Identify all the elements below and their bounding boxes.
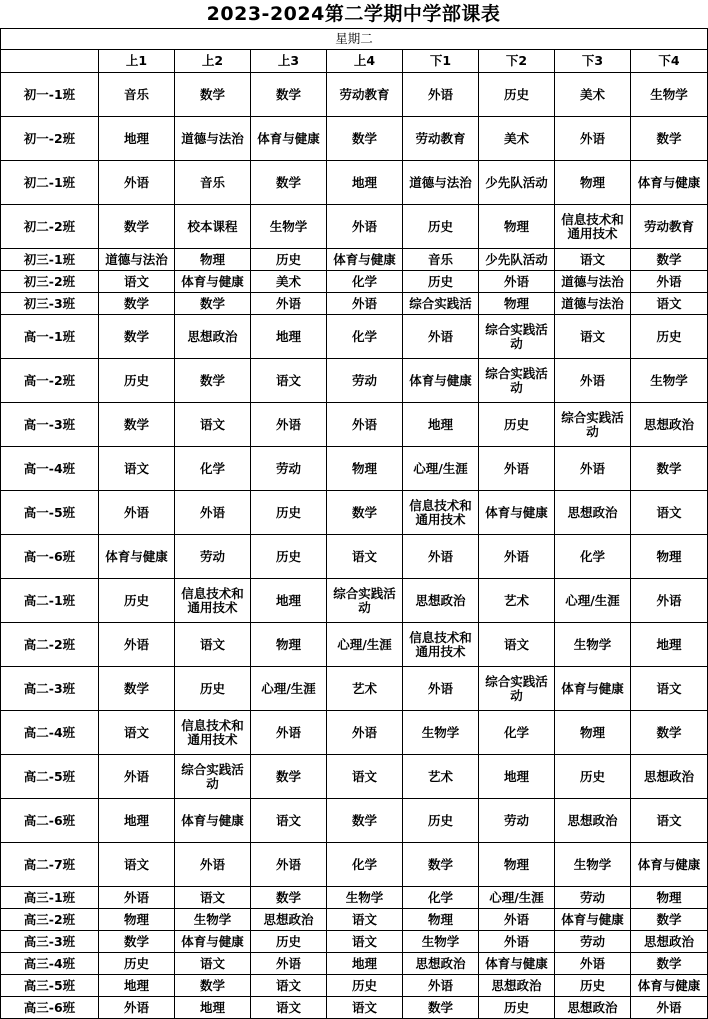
subject-cell: 心理/生涯 — [555, 579, 631, 623]
subject-cell: 历史 — [479, 73, 555, 117]
subject-cell: 地理 — [99, 975, 175, 997]
subject-cell: 音乐 — [99, 73, 175, 117]
subject-cell: 生物学 — [631, 73, 708, 117]
subject-cell: 数学 — [631, 249, 708, 271]
subject-cell: 劳动 — [555, 887, 631, 909]
subject-cell: 外语 — [251, 953, 327, 975]
subject-cell: 语文 — [479, 623, 555, 667]
class-name-cell: 高一-5班 — [1, 491, 99, 535]
subject-cell: 艺术 — [479, 579, 555, 623]
subject-cell: 地理 — [175, 997, 251, 1019]
subject-cell: 思想政治 — [555, 799, 631, 843]
subject-cell: 数学 — [251, 73, 327, 117]
subject-cell: 道德与法治 — [175, 117, 251, 161]
class-name-cell: 高二-6班 — [1, 799, 99, 843]
table-row — [1, 667, 708, 711]
subject-cell: 数学 — [99, 315, 175, 359]
subject-cell: 生物学 — [403, 931, 479, 953]
subject-cell: 外语 — [555, 117, 631, 161]
subject-cell: 外语 — [251, 843, 327, 887]
subject-cell: 少先队活动 — [479, 161, 555, 205]
subject-cell: 物理 — [175, 249, 251, 271]
subject-cell: 历史 — [251, 249, 327, 271]
subject-cell: 道德与法治 — [99, 249, 175, 271]
table-row — [1, 953, 708, 975]
subject-cell: 语文 — [175, 623, 251, 667]
subject-cell: 语文 — [99, 447, 175, 491]
subject-cell: 生物学 — [251, 205, 327, 249]
class-name-cell: 初三-1班 — [1, 249, 99, 271]
subject-cell: 信息技术和通用技术 — [403, 491, 479, 535]
subject-cell: 地理 — [251, 315, 327, 359]
class-name-cell: 初三-2班 — [1, 271, 99, 293]
subject-cell: 物理 — [251, 623, 327, 667]
subject-cell: 体育与健康 — [175, 931, 251, 953]
subject-cell: 体育与健康 — [631, 975, 708, 997]
subject-cell: 地理 — [327, 953, 403, 975]
table-row — [1, 755, 708, 799]
subject-cell: 语文 — [327, 755, 403, 799]
subject-cell: 心理/生涯 — [251, 667, 327, 711]
table-row — [1, 535, 708, 579]
subject-cell: 语文 — [327, 535, 403, 579]
subject-cell: 数学 — [251, 887, 327, 909]
subject-cell: 外语 — [99, 491, 175, 535]
subject-cell: 信息技术和通用技术 — [175, 711, 251, 755]
period-header-cell: 下4 — [631, 50, 708, 73]
subject-cell: 语文 — [99, 711, 175, 755]
subject-cell: 思想政治 — [403, 953, 479, 975]
day-header-row — [1, 29, 708, 50]
subject-cell: 历史 — [479, 403, 555, 447]
subject-cell: 语文 — [251, 975, 327, 997]
period-header-cell: 上2 — [175, 50, 251, 73]
subject-cell: 生物学 — [327, 887, 403, 909]
table-row — [1, 843, 708, 887]
period-header-cell: 上4 — [327, 50, 403, 73]
subject-cell: 化学 — [327, 843, 403, 887]
table-row — [1, 447, 708, 491]
subject-cell: 体育与健康 — [175, 271, 251, 293]
subject-cell: 数学 — [99, 205, 175, 249]
table-row — [1, 975, 708, 997]
table-row — [1, 711, 708, 755]
subject-cell: 语文 — [555, 315, 631, 359]
class-name-cell: 高二-4班 — [1, 711, 99, 755]
subject-cell: 体育与健康 — [631, 161, 708, 205]
timetable — [0, 28, 708, 1019]
subject-cell: 物理 — [479, 293, 555, 315]
subject-cell: 思想政治 — [631, 931, 708, 953]
table-row — [1, 205, 708, 249]
subject-cell: 历史 — [631, 315, 708, 359]
corner-cell — [1, 50, 99, 73]
subject-cell: 体育与健康 — [555, 667, 631, 711]
subject-cell: 心理/生涯 — [327, 623, 403, 667]
table-row — [1, 579, 708, 623]
subject-cell: 数学 — [175, 975, 251, 997]
subject-cell: 物理 — [99, 909, 175, 931]
subject-cell: 美术 — [251, 271, 327, 293]
subject-cell: 外语 — [555, 447, 631, 491]
subject-cell: 外语 — [403, 975, 479, 997]
class-name-cell: 初一-2班 — [1, 117, 99, 161]
subject-cell: 外语 — [403, 315, 479, 359]
subject-cell: 历史 — [403, 205, 479, 249]
subject-cell: 音乐 — [175, 161, 251, 205]
class-name-cell: 高三-4班 — [1, 953, 99, 975]
subject-cell: 体育与健康 — [175, 799, 251, 843]
class-name-cell: 高二-1班 — [1, 579, 99, 623]
class-name-cell: 高一-4班 — [1, 447, 99, 491]
table-row — [1, 909, 708, 931]
subject-cell: 外语 — [251, 403, 327, 447]
class-name-cell: 高一-6班 — [1, 535, 99, 579]
subject-cell: 外语 — [327, 205, 403, 249]
class-name-cell: 高一-1班 — [1, 315, 99, 359]
subject-cell: 数学 — [99, 293, 175, 315]
class-name-cell: 初一-1班 — [1, 73, 99, 117]
subject-cell: 外语 — [479, 447, 555, 491]
subject-cell: 美术 — [555, 73, 631, 117]
subject-cell: 体育与健康 — [99, 535, 175, 579]
subject-cell: 外语 — [99, 623, 175, 667]
subject-cell: 外语 — [99, 997, 175, 1019]
subject-cell: 历史 — [403, 799, 479, 843]
subject-cell: 数学 — [631, 711, 708, 755]
subject-cell: 地理 — [251, 579, 327, 623]
class-name-cell: 初三-3班 — [1, 293, 99, 315]
period-header-cell: 上1 — [99, 50, 175, 73]
subject-cell: 生物学 — [631, 359, 708, 403]
subject-cell: 语文 — [251, 997, 327, 1019]
class-name-cell: 高二-3班 — [1, 667, 99, 711]
subject-cell: 语文 — [327, 909, 403, 931]
subject-cell: 物理 — [327, 447, 403, 491]
subject-cell: 地理 — [99, 117, 175, 161]
subject-cell: 外语 — [631, 579, 708, 623]
subject-cell: 数学 — [251, 161, 327, 205]
table-row — [1, 931, 708, 953]
subject-cell: 历史 — [327, 975, 403, 997]
subject-cell: 劳动 — [251, 447, 327, 491]
subject-cell: 外语 — [555, 359, 631, 403]
table-row — [1, 271, 708, 293]
subject-cell: 地理 — [99, 799, 175, 843]
subject-cell: 心理/生涯 — [479, 887, 555, 909]
table-row — [1, 623, 708, 667]
subject-cell: 历史 — [251, 931, 327, 953]
subject-cell: 语文 — [251, 799, 327, 843]
subject-cell: 外语 — [403, 535, 479, 579]
subject-cell: 生物学 — [403, 711, 479, 755]
subject-cell: 劳动教育 — [403, 117, 479, 161]
subject-cell: 思想政治 — [555, 997, 631, 1019]
subject-cell: 语文 — [555, 249, 631, 271]
subject-cell: 生物学 — [555, 843, 631, 887]
subject-cell: 外语 — [479, 271, 555, 293]
class-name-cell: 高二-2班 — [1, 623, 99, 667]
subject-cell: 体育与健康 — [555, 909, 631, 931]
subject-cell: 外语 — [327, 711, 403, 755]
subject-cell: 劳动 — [175, 535, 251, 579]
subject-cell: 外语 — [403, 73, 479, 117]
subject-cell: 历史 — [99, 579, 175, 623]
subject-cell: 化学 — [327, 271, 403, 293]
class-name-cell: 高二-7班 — [1, 843, 99, 887]
subject-cell: 外语 — [555, 953, 631, 975]
class-name-cell: 高一-2班 — [1, 359, 99, 403]
subject-cell: 外语 — [631, 271, 708, 293]
table-row — [1, 997, 708, 1019]
subject-cell: 外语 — [175, 843, 251, 887]
subject-cell: 物理 — [631, 887, 708, 909]
period-header-cell: 上3 — [251, 50, 327, 73]
subject-cell: 物理 — [631, 535, 708, 579]
subject-cell: 少先队活动 — [479, 249, 555, 271]
subject-cell: 历史 — [555, 975, 631, 997]
subject-cell: 数学 — [251, 755, 327, 799]
subject-cell: 物理 — [555, 711, 631, 755]
class-name-cell: 高一-3班 — [1, 403, 99, 447]
subject-cell: 数学 — [175, 293, 251, 315]
subject-cell: 化学 — [327, 315, 403, 359]
subject-cell: 语文 — [631, 667, 708, 711]
subject-cell: 体育与健康 — [327, 249, 403, 271]
subject-cell: 综合实践活动 — [479, 359, 555, 403]
class-name-cell: 高三-2班 — [1, 909, 99, 931]
subject-cell: 地理 — [479, 755, 555, 799]
subject-cell: 思想政治 — [555, 491, 631, 535]
subject-cell: 数学 — [631, 447, 708, 491]
subject-cell: 外语 — [479, 909, 555, 931]
table-row — [1, 403, 708, 447]
class-name-cell: 高二-5班 — [1, 755, 99, 799]
subject-cell: 数学 — [631, 117, 708, 161]
subject-cell: 思想政治 — [631, 755, 708, 799]
subject-cell: 道德与法治 — [555, 271, 631, 293]
table-row — [1, 249, 708, 271]
subject-cell: 美术 — [479, 117, 555, 161]
subject-cell: 音乐 — [403, 249, 479, 271]
subject-cell: 外语 — [479, 931, 555, 953]
subject-cell: 劳动 — [555, 931, 631, 953]
subject-cell: 外语 — [403, 667, 479, 711]
class-name-cell: 高三-1班 — [1, 887, 99, 909]
subject-cell: 语文 — [631, 293, 708, 315]
subject-cell: 数学 — [403, 997, 479, 1019]
page-title: 2023-2024第二学期中学部课表 — [206, 3, 501, 25]
period-header-row — [1, 50, 708, 73]
subject-cell: 综合实践活动 — [479, 667, 555, 711]
day-header: 星期二 — [1, 29, 708, 50]
subject-cell: 历史 — [99, 359, 175, 403]
subject-cell: 地理 — [327, 161, 403, 205]
subject-cell: 外语 — [99, 887, 175, 909]
subject-cell: 思想政治 — [251, 909, 327, 931]
table-row — [1, 293, 708, 315]
subject-cell: 信息技术和通用技术 — [555, 205, 631, 249]
subject-cell: 历史 — [479, 997, 555, 1019]
subject-cell: 语文 — [631, 491, 708, 535]
subject-cell: 外语 — [99, 161, 175, 205]
table-row — [1, 799, 708, 843]
subject-cell: 数学 — [175, 73, 251, 117]
subject-cell: 外语 — [99, 755, 175, 799]
subject-cell: 地理 — [403, 403, 479, 447]
subject-cell: 语文 — [175, 953, 251, 975]
subject-cell: 劳动教育 — [631, 205, 708, 249]
table-row — [1, 315, 708, 359]
subject-cell: 语文 — [327, 931, 403, 953]
subject-cell: 体育与健康 — [479, 491, 555, 535]
subject-cell: 数学 — [327, 799, 403, 843]
subject-cell: 数学 — [327, 491, 403, 535]
subject-cell: 语文 — [327, 997, 403, 1019]
subject-cell: 数学 — [99, 931, 175, 953]
subject-cell: 外语 — [327, 403, 403, 447]
class-name-cell: 初二-1班 — [1, 161, 99, 205]
subject-cell: 综合实践活动 — [175, 755, 251, 799]
subject-cell: 语文 — [175, 403, 251, 447]
subject-cell: 体育与健康 — [403, 359, 479, 403]
subject-cell: 外语 — [631, 997, 708, 1019]
subject-cell: 历史 — [251, 491, 327, 535]
subject-cell: 语文 — [175, 887, 251, 909]
class-name-cell: 高三-3班 — [1, 931, 99, 953]
subject-cell: 外语 — [251, 293, 327, 315]
class-name-cell: 初二-2班 — [1, 205, 99, 249]
subject-cell: 外语 — [479, 535, 555, 579]
subject-cell: 艺术 — [327, 667, 403, 711]
class-name-cell: 高三-5班 — [1, 975, 99, 997]
subject-cell: 生物学 — [175, 909, 251, 931]
subject-cell: 历史 — [175, 667, 251, 711]
table-row — [1, 117, 708, 161]
subject-cell: 历史 — [555, 755, 631, 799]
subject-cell: 艺术 — [403, 755, 479, 799]
table-row — [1, 161, 708, 205]
class-name-cell: 高三-6班 — [1, 997, 99, 1019]
subject-cell: 劳动教育 — [327, 73, 403, 117]
table-row — [1, 887, 708, 909]
subject-cell: 化学 — [555, 535, 631, 579]
subject-cell: 外语 — [327, 293, 403, 315]
subject-cell: 思想政治 — [631, 403, 708, 447]
subject-cell: 信息技术和通用技术 — [175, 579, 251, 623]
subject-cell: 综合实践活动 — [555, 403, 631, 447]
subject-cell: 语文 — [99, 843, 175, 887]
subject-cell: 体育与健康 — [631, 843, 708, 887]
subject-cell: 数学 — [175, 359, 251, 403]
subject-cell: 历史 — [99, 953, 175, 975]
subject-cell: 思想政治 — [175, 315, 251, 359]
subject-cell: 道德与法治 — [403, 161, 479, 205]
subject-cell: 体育与健康 — [251, 117, 327, 161]
subject-cell: 外语 — [175, 491, 251, 535]
table-row — [1, 359, 708, 403]
subject-cell: 综合实践活 — [403, 293, 479, 315]
subject-cell: 语文 — [251, 359, 327, 403]
subject-cell: 语文 — [631, 799, 708, 843]
period-header-cell: 下3 — [555, 50, 631, 73]
subject-cell: 道德与法治 — [555, 293, 631, 315]
subject-cell: 物理 — [479, 205, 555, 249]
subject-cell: 数学 — [99, 403, 175, 447]
subject-cell: 生物学 — [555, 623, 631, 667]
subject-cell: 劳动 — [327, 359, 403, 403]
subject-cell: 思想政治 — [403, 579, 479, 623]
subject-cell: 校本课程 — [175, 205, 251, 249]
subject-cell: 数学 — [631, 909, 708, 931]
subject-cell: 化学 — [479, 711, 555, 755]
subject-cell: 地理 — [631, 623, 708, 667]
subject-cell: 数学 — [99, 667, 175, 711]
subject-cell: 化学 — [403, 887, 479, 909]
subject-cell: 语文 — [99, 271, 175, 293]
subject-cell: 物理 — [555, 161, 631, 205]
table-row — [1, 73, 708, 117]
subject-cell: 物理 — [403, 909, 479, 931]
subject-cell: 化学 — [175, 447, 251, 491]
subject-cell: 信息技术和通用技术 — [403, 623, 479, 667]
subject-cell: 劳动 — [479, 799, 555, 843]
subject-cell: 数学 — [631, 953, 708, 975]
subject-cell: 历史 — [251, 535, 327, 579]
period-header-cell: 下1 — [403, 50, 479, 73]
subject-cell: 历史 — [403, 271, 479, 293]
subject-cell: 数学 — [403, 843, 479, 887]
subject-cell: 心理/生涯 — [403, 447, 479, 491]
subject-cell: 物理 — [479, 843, 555, 887]
subject-cell: 体育与健康 — [479, 953, 555, 975]
subject-cell: 思想政治 — [479, 975, 555, 997]
subject-cell: 综合实践活动 — [479, 315, 555, 359]
period-header-cell: 下2 — [479, 50, 555, 73]
subject-cell: 数学 — [327, 117, 403, 161]
subject-cell: 外语 — [251, 711, 327, 755]
table-row — [1, 491, 708, 535]
subject-cell: 综合实践活动 — [327, 579, 403, 623]
